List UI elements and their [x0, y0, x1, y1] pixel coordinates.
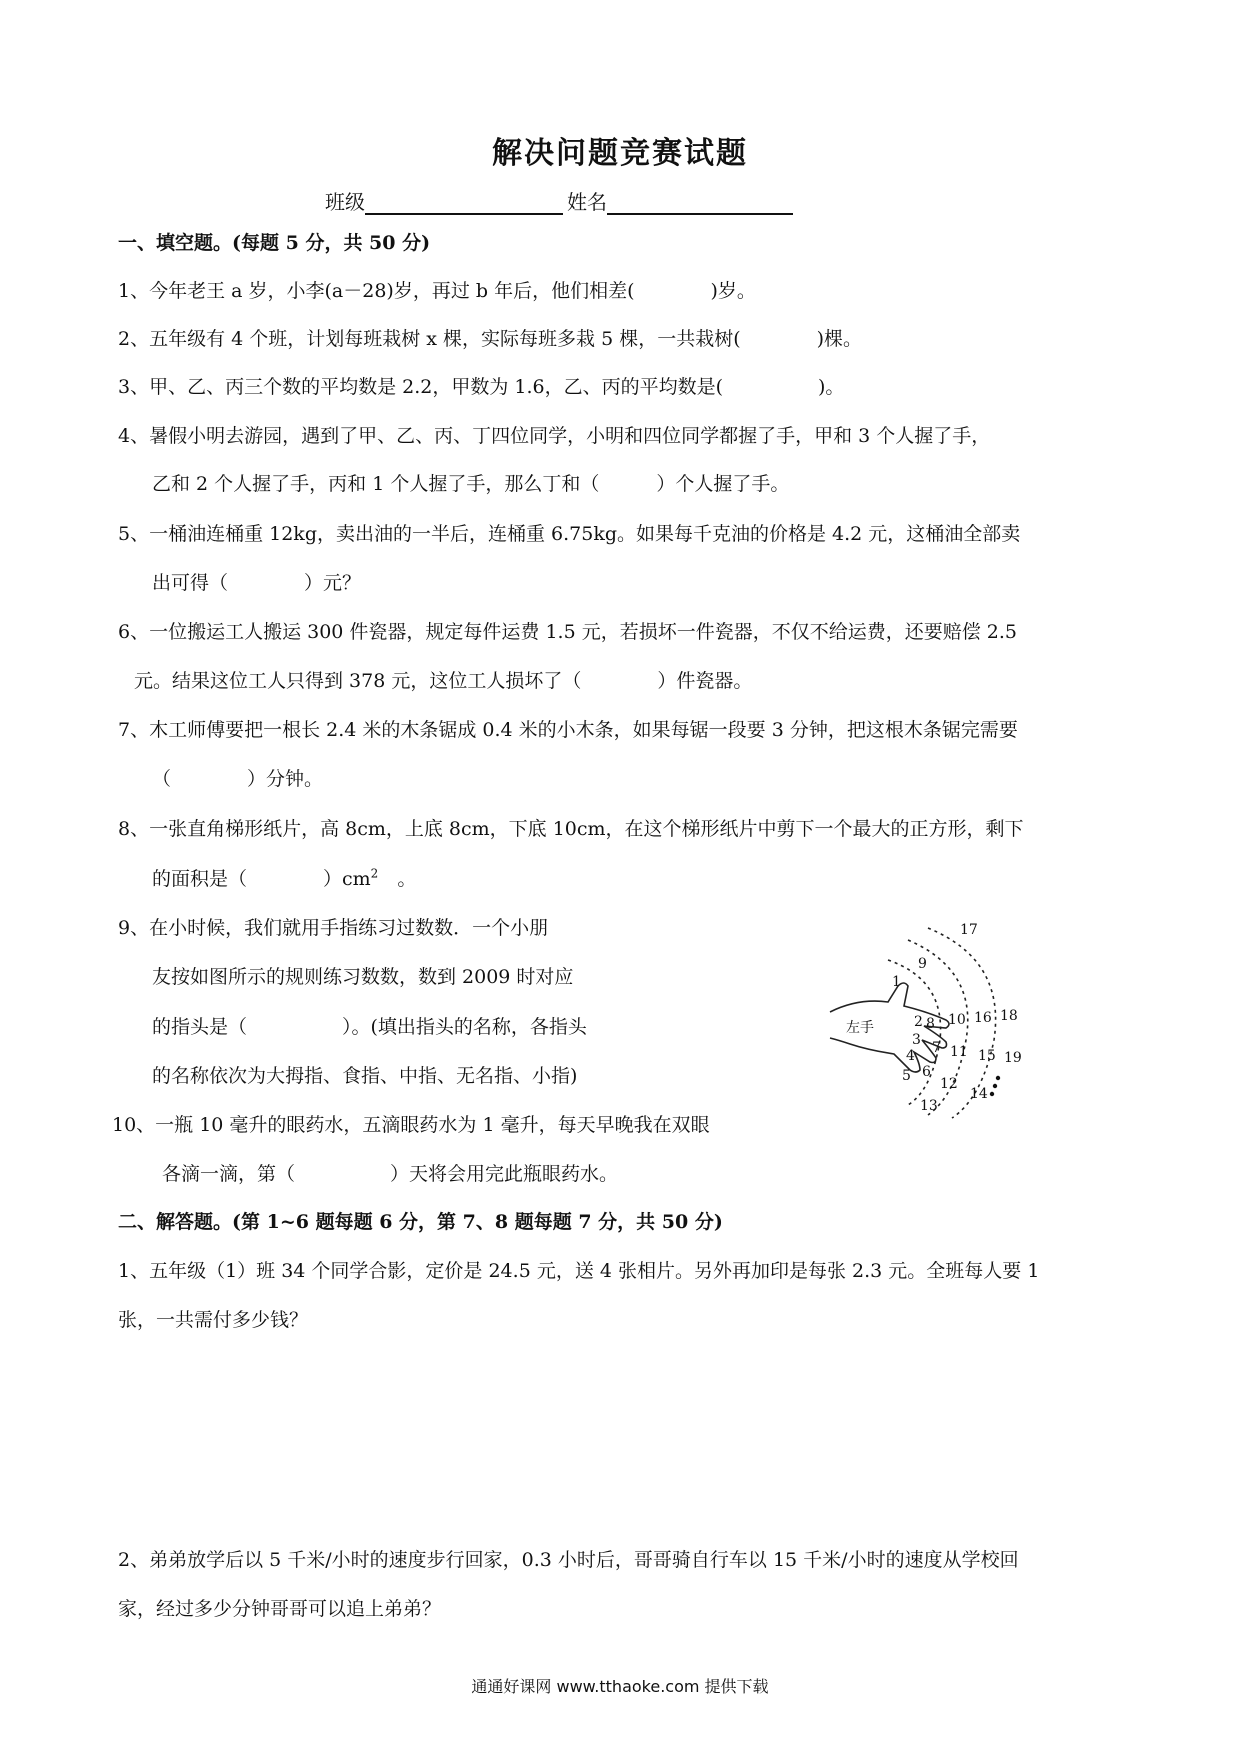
class-label: 班级 — [325, 190, 365, 214]
question-7-line1: 7、木工师傅要把一根长 2.4 米的木条锯成 0.4 米的小木条，如果每锯一段要 3 分钟，把这根木条锯完需要 — [118, 719, 1018, 741]
finger-number: 5 — [902, 1068, 911, 1084]
finger-number: 18 — [1000, 1008, 1018, 1024]
ellipsis-dots-icon — [990, 1076, 1000, 1096]
question-5-line1: 5、一桶油连桶重 12kg，卖出油的一半后，连桶重 6.75kg。如果每千克油的价格是 4.2 元，这桶油全部卖 — [118, 523, 1021, 545]
answer-question-2-line2: 家，经过多少分钟哥哥可以追上弟弟？ — [118, 1598, 442, 1620]
hand-label: 左手 — [846, 1020, 874, 1036]
finger-number: 17 — [960, 922, 978, 938]
question-8-superscript: 2 — [370, 866, 379, 881]
question-9-line4: 的名称依次为大拇指、食指、中指、无名指、小指) — [152, 1065, 578, 1087]
footer-source: 通通好课网 www.tthaoke.com 提供下载 — [471, 1677, 769, 1696]
question-9-line3: 的指头是（ ）。(填出指头的名称，各指头 — [152, 1016, 587, 1038]
section1-heading: 一、填空题。(每题 5 分，共 50 分) — [118, 232, 431, 254]
question-8-line1: 8、一张直角梯形纸片，高 8cm，上底 8cm，下底 10cm，在这个梯形纸片中剪下一个最大的正方形，剩下 — [118, 818, 1024, 840]
finger-number: 1 — [892, 974, 901, 990]
question-6-line2: 元。结果这位工人只得到 378 元，这位工人损坏了（ ）件瓷器。 — [134, 670, 753, 692]
finger-number: 13 — [920, 1098, 938, 1114]
question-9-line2: 友按如图所示的规则练习数数，数到 2009 时对应 — [152, 966, 574, 988]
question-8-text: 的面积是（ ）cm — [152, 868, 371, 890]
question-4-line1: 4、暑假小明去游园，遇到了甲、乙、丙、丁四位同学，小明和四位同学都握了手，甲和 3 个人握了手， — [118, 425, 991, 447]
question-8-end: 。 — [378, 868, 417, 890]
finger-number: 10 — [948, 1012, 966, 1028]
finger-number: 7 — [932, 1040, 941, 1056]
question-3: 3、甲、乙、丙三个数的平均数是 2.2，甲数为 1.6，乙、丙的平均数是( )。 — [118, 376, 845, 398]
answer-question-1-line1: 1、五年级（1）班 34 个同学合影，定价是 24.5 元，送 4 张相片。另外再加印是每张 2.3 元。全班每人要 1 — [118, 1260, 1040, 1282]
finger-number: 2 — [914, 1014, 923, 1030]
question-10-line1: 10、一瓶 10 毫升的眼药水，五滴眼药水为 1 毫升，每天早晚我在双眼 — [112, 1114, 710, 1136]
finger-number: 15 — [978, 1048, 996, 1064]
finger-number: 8 — [926, 1016, 935, 1032]
name-blank[interactable] — [607, 191, 793, 215]
name-label: 姓名 — [567, 190, 607, 214]
page-title: 解决问题竞赛试题 — [492, 136, 748, 171]
question-10-line2: 各滴一滴，第（ ）天将会用完此瓶眼药水。 — [162, 1163, 619, 1185]
question-9-line1: 9、在小时候，我们就用手指练习过数数．一个小朋 — [118, 917, 549, 939]
answer-question-2-line1: 2、弟弟放学后以 5 千米/小时的速度步行回家，0.3 小时后，哥哥骑自行车以 15 千米/小时的速度从学校回 — [118, 1549, 1019, 1571]
finger-number: 3 — [912, 1032, 921, 1048]
finger-number: 14 — [970, 1086, 988, 1102]
hand-counting-figure — [828, 920, 1064, 1120]
question-7-line2: （ ）分钟。 — [152, 768, 324, 790]
question-8-line2 — [152, 864, 416, 891]
question-1: 1、今年老王 a 岁，小李(a－28)岁，再过 b 年后，他们相差( )岁。 — [118, 280, 756, 302]
section2-heading: 二、解答题。(第 1~6 题每题 6 分，第 7、8 题每题 7 分，共 50 分) — [118, 1211, 723, 1233]
finger-number: 19 — [1004, 1050, 1022, 1066]
class-blank[interactable] — [365, 191, 563, 215]
answer-question-1-line2: 张，一共需付多少钱？ — [118, 1309, 309, 1331]
finger-number: 12 — [940, 1076, 958, 1092]
question-5-line2: 出可得（ ）元？ — [152, 572, 362, 594]
question-2: 2、五年级有 4 个班，计划每班栽树 x 棵，实际每班多栽 5 棵，一共栽树( )棵。 — [118, 328, 863, 350]
finger-number: 9 — [918, 956, 927, 972]
name-row — [325, 186, 793, 215]
question-4-line2: 乙和 2 个人握了手，丙和 1 个人握了手，那么丁和（ ）个人握了手。 — [152, 473, 790, 495]
finger-number: 16 — [974, 1010, 992, 1026]
finger-number: 6 — [922, 1064, 931, 1080]
finger-number: 4 — [906, 1048, 915, 1064]
finger-number: 11 — [950, 1044, 968, 1060]
question-6-line1: 6、一位搬运工人搬运 300 件瓷器，规定每件运费 1.5 元，若损坏一件瓷器，不仅不给运费，还要赔偿 2.5 — [118, 621, 1017, 643]
